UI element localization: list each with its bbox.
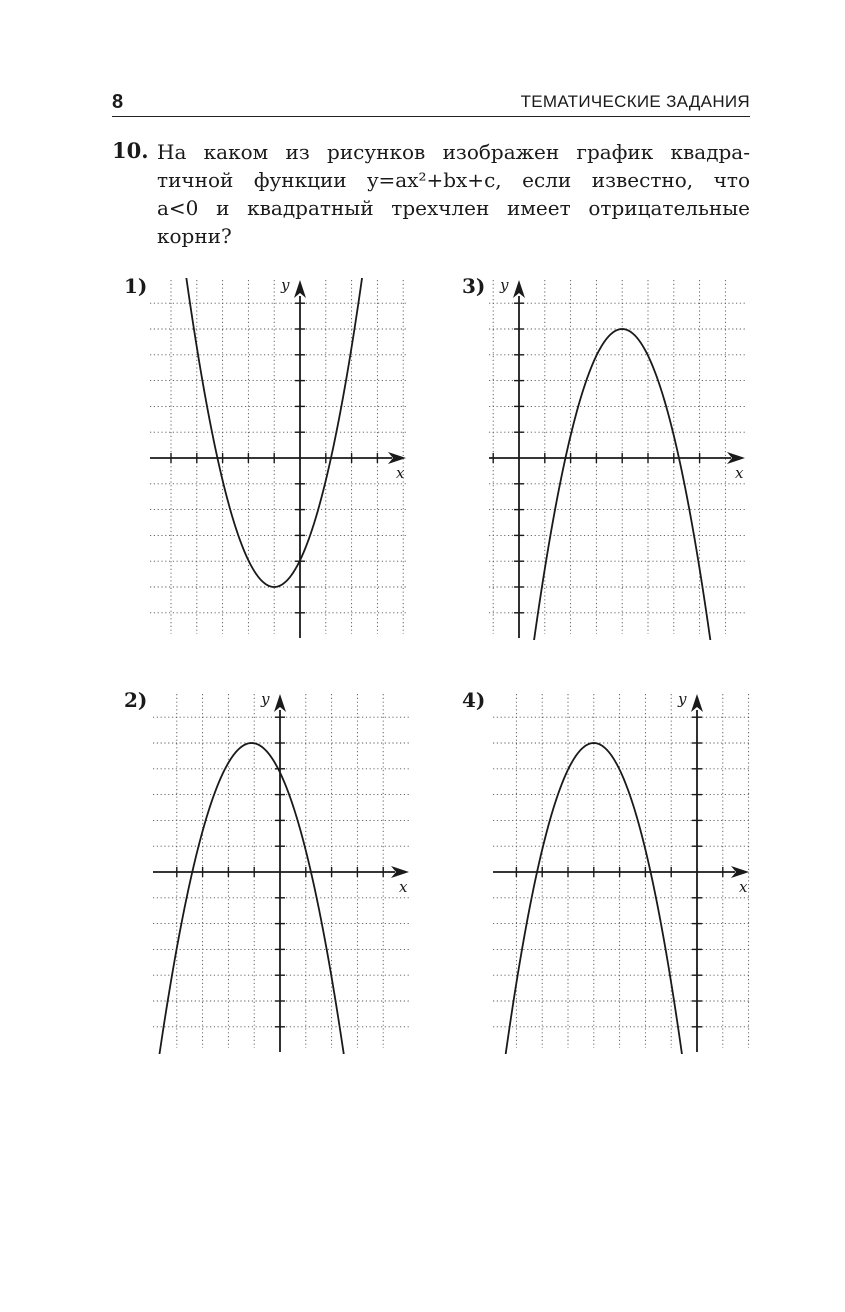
grid [153, 694, 409, 1048]
y-axis-label: y [678, 690, 687, 708]
task-question [157, 138, 750, 250]
x-axis-label: x [396, 464, 405, 482]
task-number: 10. [112, 138, 149, 163]
option-4-label: 4) [462, 688, 486, 712]
question-line: корни? [157, 224, 232, 248]
graph-option-2 [151, 688, 413, 1056]
y-axis-label: y [281, 276, 290, 294]
option-2-label: 2) [124, 688, 148, 712]
page-number: 8 [112, 91, 124, 113]
question-line: тичной функции y=ax²+bx+c, если известно, что [157, 168, 750, 192]
grid [489, 280, 745, 634]
y-axis-label: y [261, 690, 270, 708]
y-axis-arrow [691, 694, 703, 712]
y-axis-arrow [513, 280, 525, 298]
y-axis-arrow [274, 694, 286, 712]
y-axis-label: y [500, 276, 509, 294]
graph-option-1 [148, 274, 410, 642]
question-line: a<0 и квадратный трехчлен имеет отрицательные [157, 196, 750, 220]
question-line: На каком из рисунков изображен график квадра- [157, 140, 750, 164]
y-axis-arrow [294, 280, 306, 298]
option-3-label: 3) [462, 274, 486, 298]
graph-option-3 [487, 274, 749, 642]
parabola-curve [491, 743, 845, 1312]
section-title: ТЕМАТИЧЕСКИЕ ЗАДАНИЯ [520, 92, 750, 111]
page-header [112, 86, 750, 117]
grid [150, 280, 406, 634]
grid [493, 694, 749, 1048]
graph-option-4 [491, 688, 753, 1056]
x-axis-label: x [735, 464, 744, 482]
option-1-label: 1) [124, 274, 148, 298]
x-axis-label: x [399, 878, 408, 896]
x-axis-label: x [739, 878, 748, 896]
